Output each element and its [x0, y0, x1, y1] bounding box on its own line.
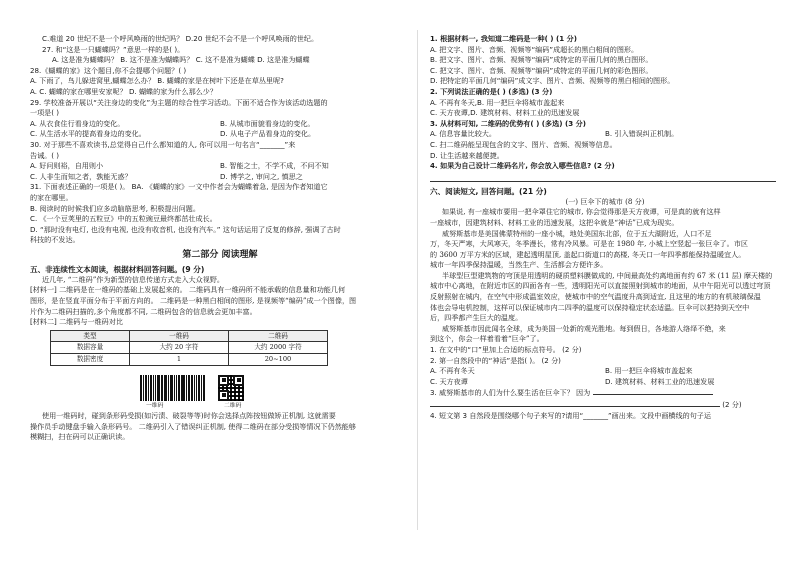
s5-q3-option-c: C. 扫二维码能呈现包含的文字、图片、音频、视频等信息。	[430, 139, 617, 149]
q29-option-b: B. 从城市面貌看身边的变化。	[220, 118, 315, 128]
questions-26-29	[30, 34, 410, 119]
passage-line: 一座城市，因建筑材料、材料工业的迅速发展，这把伞就是“神话”已成为现实。	[430, 217, 679, 227]
q29-stem: 29. 学校准备开展以“关注身边的变化”为主题的综合性学习活动。下面不适合作为该活动选题的	[30, 97, 328, 107]
material-3-line: 使用一维码时，碰到条形码受损(如污渍、破裂等等)时你会选择点阵按钮做矫正机制, 这就需要	[42, 411, 336, 421]
s6-q3-end-line	[430, 399, 780, 411]
passage-line: 后，四季都产生巨大的温度。	[430, 313, 523, 323]
code-images	[140, 369, 410, 401]
s5-q3-option-d: D. 让生活越来越便捷。	[430, 150, 504, 160]
s6-q3-text: 3. 威努斯基市的人们为什么要生活在巨伞下？ 因为	[430, 388, 591, 398]
s6-q2-options-row	[430, 377, 780, 388]
q31-line: 的家在哪里。	[30, 192, 73, 202]
qr-caption: 二维码	[224, 402, 242, 409]
passage-line: 到这个，你会一样着看着“巨伞”了。	[430, 334, 544, 344]
q29-option-c: C. 从生活水平的提高看身边的变化。	[30, 129, 146, 139]
q31-stem: 31. 下面表述正确的一项是( )。 BA. 《蝴蝶的家》一文中作者会为蝴蝶着急, 是因为作者知道它	[30, 182, 328, 192]
s5-q3-option-a: A. 信息容量比较大。	[430, 129, 496, 139]
table-header: 二维码	[229, 330, 328, 342]
s5-q2-stem: 2. 下列说法正确的是( ) (多选) (3 分)	[430, 86, 553, 96]
q31-option-d-end: 科技的不发达。	[30, 235, 80, 245]
s5-q1-option-a: A. 把文字、图片、音频、视频等“编码”成超长的黑白相间的图形。	[430, 44, 639, 54]
passage-body	[430, 207, 780, 345]
q30-option-a: A. 好问则裕，自用则小	[30, 161, 104, 171]
s5-q3-option-b: B. 引入错误纠正机制。	[605, 129, 679, 139]
table-cell: 20~100	[229, 354, 328, 366]
q30-option-d: D. 博学之, 审问之, 慎思之	[220, 171, 303, 181]
table-header-row	[51, 330, 328, 342]
table-header: 一维码	[130, 330, 229, 342]
passage-line: 威努斯基市是美国佛蒙特州的一座小城，地处美国东北部，位于五大湖附近，人口不足	[442, 228, 712, 238]
passage-line: 威努斯基市因此闻名全球，成为美国一处新的观光胜地。每到假日，各地游人络绎不绝，来	[442, 323, 726, 333]
s5-q1-stem: 1. 根据材料一, 我知道二维码是一种( ) (1 分)	[430, 34, 577, 43]
passage-line: 的 3600 万平方米的区域，建起透明屋顶, 盖起口街道口的高楼, 冬天口一年四季都能保持温暖宜人。	[430, 249, 746, 259]
table-cell: 数据容量	[51, 342, 130, 354]
material-1-line: 图形，是在竖直平面分布于平面方向的。 二维码是一种黑白相间的图形, 是视频等“编码”成一个图像，图	[30, 296, 357, 306]
q30-stem-end: 告诫。( )	[30, 150, 60, 160]
right-column	[430, 34, 780, 421]
q31-option-d: D. “那时没有电灯, 也没有电视, 也没有收音机, 也没有汽车。” 这句话运用了反复的修辞, 强调了古时	[30, 224, 341, 234]
q29-options-row	[30, 129, 410, 140]
q31-option-c: C. 《一个豆荚里的五粒豆》中的五粒豌豆最终都茁壮成长。	[30, 214, 217, 224]
passage-line: 万，冬天严寒，大风寒天，冬季漫长，常有冷风暴。可是在 1980 年, 小城上空竖起一张巨伞了。市区	[430, 239, 748, 249]
s5-q2-option-a: A. 不再有冬天,B. 用一把巨伞将城市盖起来	[430, 97, 565, 107]
s6-q2-options-row	[430, 366, 780, 377]
s6-q2-option-c: C. 天方夜谭	[430, 376, 468, 386]
passage-line: 城市一年四季保持温暖，当然生产、生活都会方便许多。	[430, 260, 608, 270]
passage-title: (一) 巨伞下的城市 (8 分)	[565, 196, 645, 206]
s5-q1-option-b: B. 把文字、图片、音频、视频等“编码”成特定的平面几何的黑白图形。	[430, 55, 653, 65]
q29-option-a: A. 从衣食住行看身边的变化。	[30, 118, 125, 128]
section-5-title: 五、非连续性文本阅读，根据材料回答问题。(9 分)	[30, 264, 205, 274]
material-3-line: 模糊扫，扫在码可以正确识读。	[30, 432, 130, 442]
s5-q3-options-row	[430, 129, 780, 140]
answer-line[interactable]	[430, 172, 776, 182]
passage-line: 反射照射在城内，在空气中形成温室效应，使城市中的空气温度升高到适宜, 且这里的地方的有机玻璃保温	[430, 292, 761, 302]
material-1-line: 片作为二维码扫描的,多个角度都不同, 二维码包含的信息就会更加丰富。	[30, 306, 257, 316]
barcode-image	[140, 375, 206, 401]
q31-option-b: B. 阅读时的时候我们应多动脑筋思考, 积极提出问题。	[30, 203, 200, 213]
table-cell: 大约 20 字符	[130, 342, 229, 354]
s6-q2-option-b: B. 用一把巨伞将城市盖起来	[605, 366, 693, 376]
s6-q4-stem: 4. 短文第 3 自然段是围绕哪个句子来写的?请用“_______”画出来。文段中画横线的句子运	[430, 410, 711, 420]
s6-q3-stem	[430, 387, 780, 399]
s6-q3-score: (2 分)	[722, 400, 742, 409]
q27-stem: 27. 和“这是一只蝴蝶吗？”意思一样的是( )。	[42, 44, 185, 54]
left-column	[30, 34, 410, 443]
q29-stem-end: 一项是( )	[30, 108, 60, 118]
q30-option-c: C. 人非生而知之者，孰能无惑？	[30, 171, 132, 181]
section-6-title: 六、阅读短文, 回答问题。(21 分)	[430, 186, 547, 196]
q30-options-row	[30, 172, 410, 183]
table-cell: 1	[130, 354, 229, 366]
q29-option-d: D. 从电子产品看身边的变化。	[220, 129, 316, 139]
passage-line: 体也会导电机控制，这样可以保证城市内二四季的温度可以保持稳定状态适温。巨伞可以把持到天空中	[430, 302, 750, 312]
table-cell: 大约 2000 字符	[229, 342, 328, 354]
passage-line: 如果说, 有一座城市要用一把伞罩住它的城市, 你会觉得那是天方夜谭，可是真的就有这样	[442, 207, 721, 217]
q28-stem: 28.《蝴蝶的家》这个题目,你不会提哪个问题？( )	[30, 65, 187, 75]
passage-line: 半球型巨型建筑物的穹顶是用透明的硬质塑料膜做成的, 中间最高处约离地面有约 67 米 (11 层) 摩天楼的	[442, 270, 773, 280]
q28-options-cd: A. C. 蝴蝶的家在哪里安家呢？ D. 蝴蝶的家为什么那么少？	[30, 86, 217, 96]
q29-options-row	[30, 119, 410, 130]
answer-blank[interactable]	[593, 387, 713, 395]
answer-blank[interactable]	[430, 399, 720, 407]
q26-option-cd: C.难道 20 世纪不是一个呼风唤雨的世纪吗？ D.20 世纪不会不是一个呼风唤雨的世纪。	[42, 34, 319, 43]
material-3-line: 操作员手动键盘手输入条形码号。 二维码引入了错误纠正机制, 使得二维码在部分受损等情况下仍然能够	[30, 421, 356, 431]
s6-q2-option-d: D. 建筑材料、材料工业的迅速发展	[605, 376, 715, 386]
q30-option-b: B. 智能之士，不学不成，不问不知	[220, 161, 329, 171]
s6-q2-stem: 2. 第一自然段中的“神话”是指( )。 (2 分)	[430, 355, 561, 365]
q30-options-row	[30, 161, 410, 172]
s5-q1-option-c: C. 把文字、图片、音频、视频等“编码”成特定的平面几何的彩色图形。	[430, 65, 653, 75]
s5-q2-option-b: C. 天方夜谭,D. 建筑材料、材料工业的迅速发展	[430, 108, 580, 118]
column-divider	[417, 30, 418, 530]
q30-stem: 30. 对于那些不喜欢读书,总觉得自己什么都知道的人, 你可以用一句名言“_______”来	[30, 139, 296, 149]
table-row	[51, 354, 328, 366]
passage-line: 城市中心离地，在附近市区的四面各有一些，透明阳光可以直接照射到城市的地面，从中午阳光可以透过穹顶	[430, 281, 771, 291]
table-row	[51, 342, 328, 354]
part-two-title: 第二部分 阅读理解	[182, 249, 258, 260]
s6-q2-option-a: A. 不再有冬天	[430, 366, 475, 376]
s5-q3-stem: 3. 从材料可知, 二维码的优势有( ) (多选) (3 分)	[430, 118, 586, 128]
table-cell: 数据密度	[51, 354, 130, 366]
q27-options: A. 这是准为蝴蝶吗？ B. 这不是准为蝴蝶吗？ C. 这不是准为蝴蝶 D. 这是准为蝴蝶	[52, 55, 310, 65]
s5-q1-option-d: D. 把特定的平面几何“编码”成文字、图片、音频、视频等的黑白相间的图形。	[430, 76, 675, 86]
section-5-intro: 近几年, “二维码”作为新型的信息传递方式走入大众视野。	[42, 274, 225, 284]
code-captions	[146, 401, 410, 412]
comparison-table	[50, 330, 328, 366]
table-header: 类型	[51, 330, 130, 342]
barcode-caption: 一维码	[146, 402, 164, 409]
s5-q4-stem: 4. 如果为自己设计二维码名片, 你会放入哪些信息? (2 分)	[430, 161, 615, 171]
s6-q1-stem: 1. 在文中的“口”里加上合适的标点符号。 (2 分)	[430, 345, 582, 355]
material-1-line: [材料一] 二维码是在一维码的基础上发展起来的。 二维码具有一维码所不能承载的信息量和功能几何	[30, 285, 346, 295]
material-2-title: [材料二] 二维码与一维码对比	[30, 317, 123, 327]
q28-options-ab: A. 下雨了，鸟儿躲进窝里,蝴蝶怎么办？ B. 蝴蝶的家是在树叶下还是在草丛里呢?	[30, 76, 284, 86]
qr-code-image	[218, 375, 244, 401]
